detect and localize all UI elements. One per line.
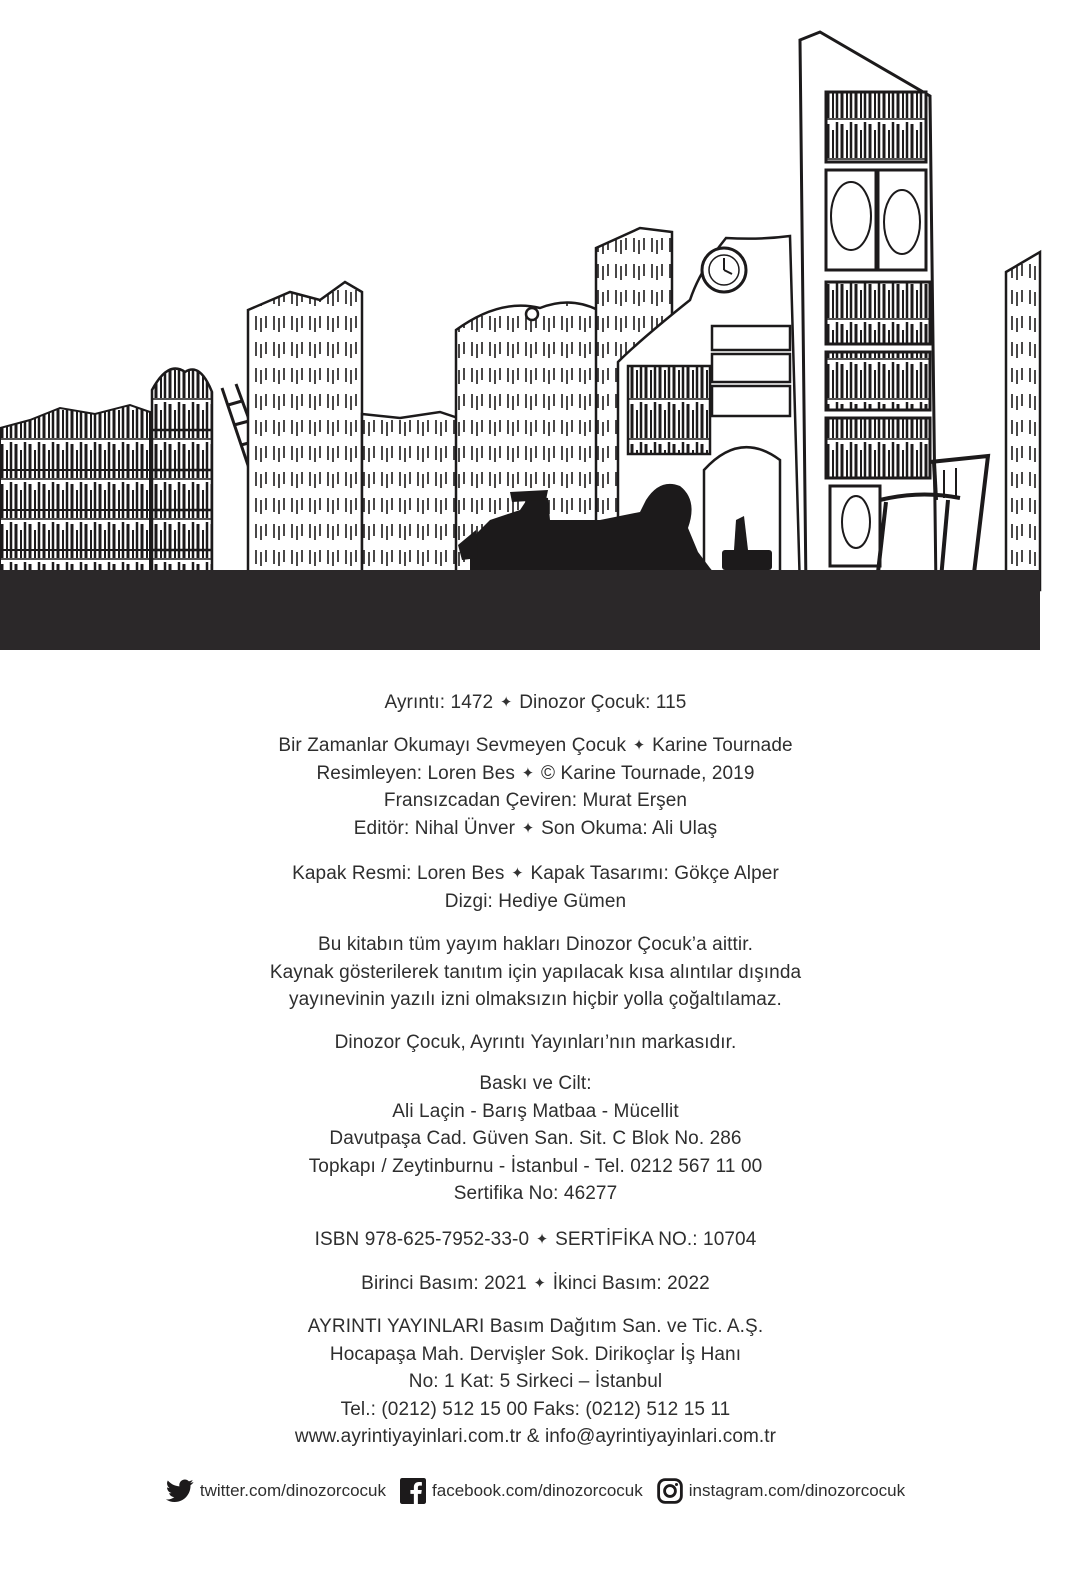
- printer-certificate: Sertifika No: 46277: [453, 1183, 618, 1204]
- instagram-url[interactable]: instagram.com/dinozorcocuk: [688, 1481, 906, 1500]
- printer-address: Davutpaşa Cad. Güven San. Sit. C Blok No. 286: [329, 1128, 742, 1149]
- low-building: [362, 412, 458, 590]
- editor: Editör: Nihal Ünver: [353, 817, 516, 839]
- edition-info: [0, 1270, 1071, 1298]
- cover-illustration: [0, 0, 1071, 670]
- rights-line: Bu kitabın tüm yayım hakları Dinozor Çocuk’a aittir.: [318, 934, 753, 955]
- book-title: Bir Zamanlar Okumayı Sevmeyen Çocuk: [278, 735, 627, 756]
- publisher-legal-name: Basım Dağıtım San. ve Tic. A.Ş.: [484, 1316, 764, 1337]
- facebook-url[interactable]: facebook.com/dinozorcocuk: [432, 1481, 643, 1500]
- tall-clock-bookcase: [800, 32, 936, 590]
- second-edition: İkinci Basım: 2022: [552, 1273, 710, 1294]
- brand-text: Dinozor Çocuk, Ayrıntı Yayınları’nın markasıdır.: [334, 1032, 737, 1053]
- separator-icon: [515, 760, 541, 788]
- publisher-certificate: SERTİFİKA NO.: 10704: [555, 1229, 757, 1250]
- ayrinti-series-number: Ayrıntı: 1472: [384, 692, 494, 713]
- separator-icon: [527, 1270, 553, 1298]
- separator-icon: [504, 860, 530, 888]
- ground-band: [0, 570, 1040, 650]
- rights-line: yayınevinin yazılı izni olmaksızın hiçbir yolla çoğaltılamaz.: [289, 989, 782, 1010]
- separator-icon: [515, 815, 541, 843]
- translator: Fransızcadan Çeviren: Murat Erşen: [383, 790, 688, 811]
- printer-address: Topkapı / Zeytinburnu - İstanbul - Tel. 0212 567 11 00: [308, 1155, 763, 1177]
- publisher-name: AYRINTI YAYINLARI: [307, 1316, 485, 1337]
- print-heading: Baskı ve Cilt:: [479, 1073, 592, 1094]
- left-bookshelf: [0, 405, 150, 590]
- printer-name: Ali Laçin - Barış Matbaa - Mücellit: [392, 1100, 679, 1122]
- left-building: [248, 282, 362, 590]
- illustrator: Resimleyen: Loren Bes: [316, 762, 516, 784]
- facebook-link[interactable]: [400, 1478, 643, 1504]
- publisher-web[interactable]: www.ayrintiyayinlari.com.tr & info@ayrintiyayinlari.com.tr: [294, 1426, 777, 1447]
- typesetting: Dizgi: Hediye Gümen: [444, 890, 627, 912]
- publisher-info: [0, 1313, 1071, 1451]
- instagram-icon: [657, 1478, 683, 1504]
- publisher-address: Hocapaşa Mah. Dervişler Sok. Dirikoçlar İş Hanı: [329, 1343, 742, 1365]
- print-info: [0, 1070, 1071, 1208]
- proofreading: Son Okuma: Ali Ulaş: [541, 817, 718, 839]
- twitter-url[interactable]: twitter.com/dinozorcocuk: [199, 1481, 387, 1500]
- facebook-icon: [400, 1478, 426, 1504]
- twitter-icon: [166, 1479, 194, 1503]
- right-building: [1006, 252, 1040, 590]
- rights-line: Kaynak gösterilerek tanıtım için yapılacak kısa alıntılar dışında: [269, 961, 802, 983]
- separator-icon: [493, 689, 519, 717]
- instagram-link[interactable]: [657, 1478, 905, 1504]
- cover-art: Kapak Resmi: Loren Bes: [292, 863, 505, 884]
- isbn-info: [0, 1226, 1071, 1254]
- cover-credits: [0, 860, 1071, 915]
- separator-icon: [626, 732, 652, 760]
- tall-narrow-shelf: [152, 369, 212, 590]
- publisher-address: No: 1 Kat: 5 Sirkeci – İstanbul: [408, 1371, 663, 1392]
- brand-notice: [0, 1029, 1071, 1057]
- rights-notice: [0, 931, 1071, 1014]
- credits: [0, 732, 1071, 842]
- series-info: [0, 689, 1071, 717]
- first-edition: Birinci Basım: 2021: [361, 1273, 527, 1294]
- copyright: © Karine Tournade, 2019: [541, 762, 755, 784]
- isbn: ISBN 978-625-7952-33-0: [314, 1229, 530, 1250]
- twitter-link[interactable]: [166, 1479, 386, 1503]
- author: Karine Tournade: [652, 735, 793, 756]
- cover-design: Kapak Tasarımı: Gökçe Alper: [530, 863, 779, 884]
- dinozor-series-number: Dinozor Çocuk: 115: [519, 692, 687, 713]
- separator-icon: [529, 1226, 555, 1254]
- social-links: [0, 1478, 1071, 1504]
- publisher-phone: Tel.: (0212) 512 15 00 Faks: (0212) 512 15 11: [340, 1398, 731, 1420]
